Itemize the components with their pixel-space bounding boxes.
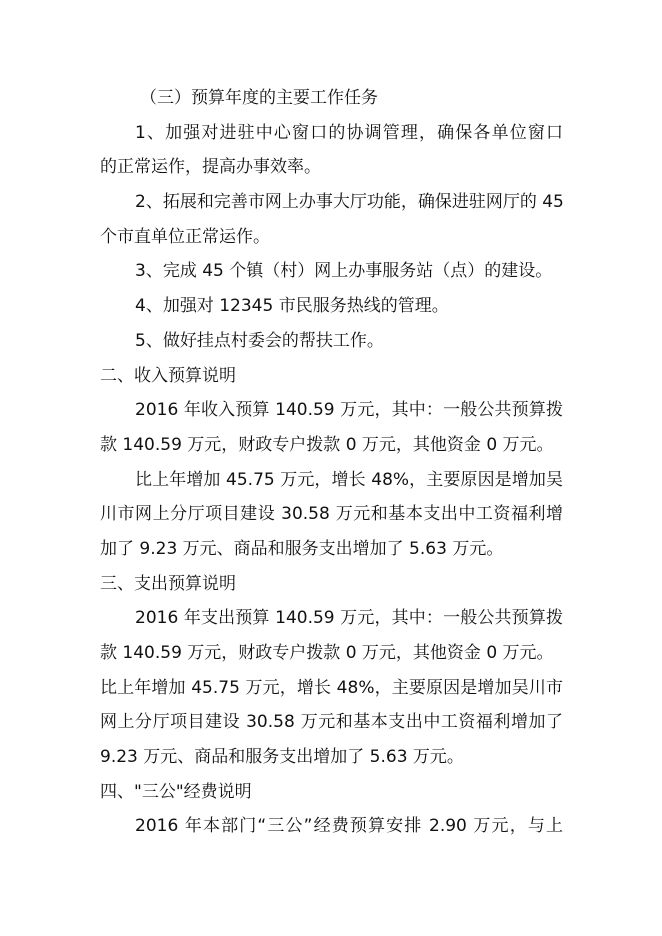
text-line: 二、收入预算说明 bbox=[100, 365, 236, 386]
text-line: 2、拓展和完善市网上办事大厅功能，确保进驻网厅的 45 bbox=[135, 192, 564, 213]
text-line: （三）预算年度的主要工作任务 bbox=[140, 88, 378, 108]
document-body bbox=[100, 85, 563, 848]
text-line: 四、"三公"经费说明 bbox=[100, 781, 252, 802]
text-line: 三、支出预算说明 bbox=[100, 573, 236, 594]
text-line: 川市网上分厅项目建设 30.58 万元和基本支出中工资福利增 bbox=[100, 504, 563, 525]
text-line: 比上年增加 45.75 万元，增长 48%，主要原因是增加吴川市 bbox=[100, 677, 563, 698]
text-line: 比上年增加 45.75 万元，增长 48%，主要原因是增加吴 bbox=[135, 469, 563, 490]
text-line: 1、加强对进驻中心窗口的协调管理，确保各单位窗口 bbox=[135, 122, 563, 143]
text-line: 5、做好挂点村委会的帮扶工作。 bbox=[135, 330, 384, 351]
text-line: 的正常运作，提高办事效率。 bbox=[100, 157, 321, 178]
text-line: 3、完成 45 个镇（村）网上办事服务站（点）的建设。 bbox=[135, 261, 553, 282]
text-line: 2016 年支出预算 140.59 万元，其中：一般公共预算拨 bbox=[135, 608, 563, 629]
text-line: 款 140.59 万元，财政专户拨款 0 万元，其他资金 0 万元。 bbox=[100, 643, 554, 663]
text-line: 个市直单位正常运作。 bbox=[100, 226, 270, 247]
text-line: 网上分厅项目建设 30.58 万元和基本支出中工资福利增加了 bbox=[100, 712, 563, 733]
text-line: 款 140.59 万元，财政专户拨款 0 万元，其他资金 0 万元。 bbox=[100, 434, 554, 455]
text-line: 4、加强对 12345 市民服务热线的管理。 bbox=[135, 296, 449, 317]
text-line: 2016 年收入预算 140.59 万元，其中：一般公共预算拨 bbox=[135, 400, 563, 421]
text-line: 9.23 万元、商品和服务支出增加了 5.63 万元。 bbox=[100, 747, 464, 768]
text-line: 2016 年本部门“三公”经费预算安排 2.90 万元，与上 bbox=[135, 816, 563, 837]
text-line: 加了 9.23 万元、商品和服务支出增加了 5.63 万元。 bbox=[100, 538, 504, 559]
